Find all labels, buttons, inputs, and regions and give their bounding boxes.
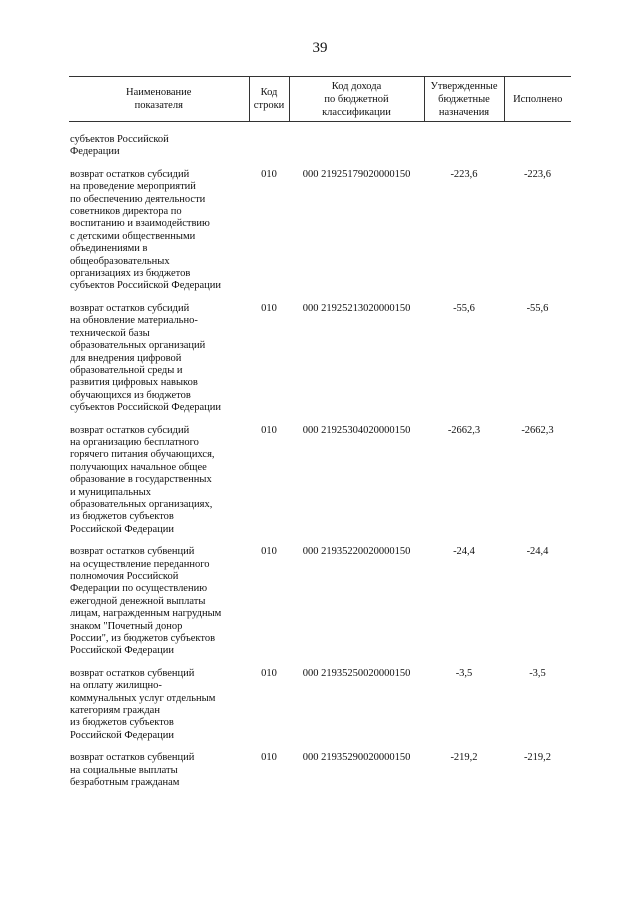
row-executed: -24,4 <box>526 546 549 558</box>
header-income-code: Код дохода по бюджетной классификации <box>289 77 424 122</box>
row-name: возврат остатков субсидий на организацию бесплатного горячего питания обучающихся, получающих начальное общее образование в государственных и муниципальных образовательных организациях, из бюджетов субъектов Российской Федерации <box>70 424 215 535</box>
budget-table <box>69 76 571 800</box>
row-approved <box>424 122 504 169</box>
header-name: Наименование показателя <box>69 77 249 122</box>
row-income-code: 000 21935220020000150 <box>302 546 411 558</box>
row-name: субъектов Российской Федерации <box>70 134 169 158</box>
row-approved: -219,2 <box>450 752 478 764</box>
row-income-code: 000 21925304020000150 <box>302 424 411 436</box>
header-executed: Исполнено <box>504 77 571 122</box>
table-row <box>69 752 571 799</box>
row-code: 010 <box>261 752 277 764</box>
row-approved: -24,4 <box>453 546 475 558</box>
row-name: возврат остатков субвенций на осуществление переданного полномочия Российской Федерации по осуществлению ежегодной денежной выплаты лицам, награжденным нагрудным знаком "Почетный донор России", из бюджетов субъектов Российской Федерации <box>70 546 222 657</box>
row-name: возврат остатков субвенций на оплату жилищно- коммунальных услуг отдельным категориям граждан из бюджетов субъектов Российской Федерации <box>70 667 216 741</box>
table-header <box>69 77 571 122</box>
row-executed <box>504 122 571 169</box>
row-executed: -223,6 <box>523 168 552 180</box>
row-executed: -2662,3 <box>521 424 554 436</box>
row-income-code: 000 21925213020000150 <box>302 302 411 314</box>
table-row <box>69 122 571 169</box>
row-name: возврат остатков субсидий на проведение мероприятий по обеспечению деятельности советников директора по воспитанию и взаимодействию с детскими общественными объединениями в общеобразовательных организациях из бюджетов субъектов Российской Федерации <box>70 168 222 292</box>
row-code: 010 <box>261 546 277 558</box>
table-row <box>69 169 571 303</box>
page-number: 39 <box>312 40 328 56</box>
row-income-code: 000 21925179020000150 <box>302 168 411 180</box>
table-row <box>69 546 571 668</box>
row-code: 010 <box>261 424 277 436</box>
header-code: Код строки <box>249 77 289 122</box>
header-approved: Утвержденные бюджетные назначения <box>424 77 504 122</box>
row-code: 010 <box>261 302 277 314</box>
row-executed: -3,5 <box>529 667 546 679</box>
row-code: 010 <box>261 667 277 679</box>
row-executed: -219,2 <box>523 752 552 764</box>
row-name: возврат остатков субвенций на социальные выплаты безработным гражданам <box>70 752 195 789</box>
row-approved: -223,6 <box>450 168 478 180</box>
row-name: возврат остатков субсидий на обновление материально- технической базы образовательных организаций для внедрения цифровой образовательной среды и развития цифровых навыков обучающихся из бюджетов субъектов Российской Федерации <box>70 302 222 414</box>
table-row <box>69 425 571 547</box>
row-approved: -3,5 <box>455 667 473 679</box>
row-income-code: 000 21935290020000150 <box>302 752 411 764</box>
row-code <box>249 122 289 169</box>
row-income-code: 000 21935250020000150 <box>302 667 411 679</box>
row-approved: -2662,3 <box>447 424 481 436</box>
row-approved: -55,6 <box>453 302 475 314</box>
table-row <box>69 668 571 752</box>
row-executed: -55,6 <box>526 302 549 314</box>
table-row <box>69 303 571 425</box>
row-code: 010 <box>261 168 277 180</box>
row-income-code <box>289 122 424 169</box>
